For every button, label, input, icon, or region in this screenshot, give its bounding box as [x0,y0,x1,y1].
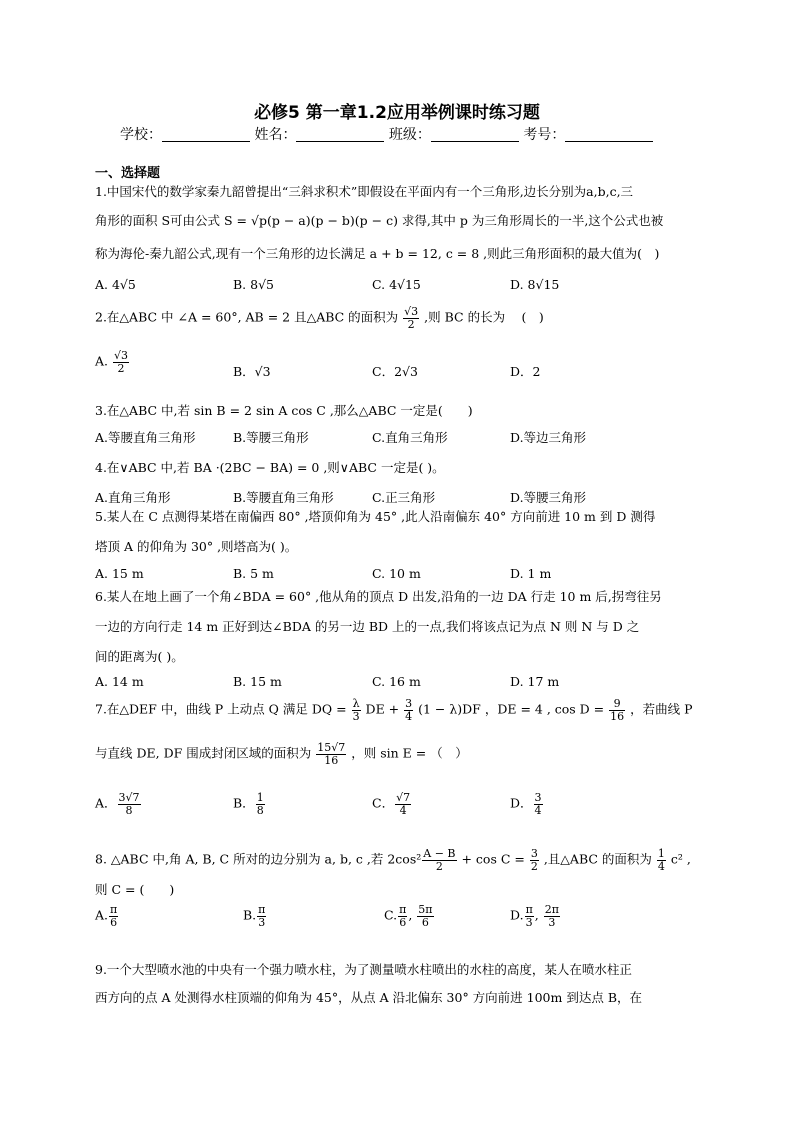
fraction-denominator: 4 [399,803,407,817]
fraction-numerator: 15√7 [317,741,346,754]
option-label: C. [384,907,398,923]
option-fraction [525,904,534,928]
fraction-numerator: A − B [423,847,456,860]
fraction-denominator: 2 [435,859,443,873]
q8-fraction-1 [422,848,456,872]
option-fraction [534,792,543,816]
option-fraction [118,792,141,816]
q7-option-c [372,792,412,816]
q7-fraction-1 [352,698,361,722]
fraction-denominator: 8 [256,803,264,817]
q8-text-1: 8. △ABC 中,角 A, B, C 所对的边分别为 a, b, c ,若 [95,851,384,867]
option-label: A. [95,353,109,369]
q8-option-a [95,904,119,928]
q2-option-a-fraction [113,350,129,374]
q3-option-c: C.直角三角形 [372,430,448,445]
option-label: A． [95,795,117,811]
q7-line-1 [95,698,693,722]
q2-option-b: B．√3 [233,364,271,379]
q4-line: 4.在∨ABC 中,若 BA ·(2BC − BA) = 0 ,则∨ABC 一定是( )。 [95,460,445,475]
q8-line-1 [95,848,691,872]
option-label: D． [510,795,533,811]
option-fraction [398,904,407,928]
fraction-numerator: π [258,903,266,916]
q5-option-a: A. 15 m [95,566,144,581]
q8-text-3: c² , [670,851,691,867]
q6-option-c: C. 16 m [372,674,421,689]
q1-line-1: 1.中国宋代的数学家秦九韶曾提出“三斜求积术”即假设在平面内有一个三角形,边长分别为a,b,c,三 [95,184,634,199]
option-fraction [257,904,266,928]
q8-eq-part-1: 2cos² [387,851,422,867]
fraction-denominator: 3 [525,915,533,929]
q1-line-3: 称为海伦-秦九韶公式,现有一个三角形的边长满足 a + b = 12, c = 8 ,则此三角形面积的最大值为( ) [95,246,660,261]
q1-option-c: C. 4√15 [372,277,421,292]
fraction-numerator: 9 [609,698,625,711]
q6-line-1: 6.某人在地上画了一个角∠BDA = 60° ,他从角的顶点 D 出发,沿角的一边 DA 行走 10 m 后,拐弯往另 [95,589,662,604]
q8-option-b [243,904,267,928]
fraction-numerator: π [399,903,407,916]
school-label: 学校： [120,127,162,143]
q4-option-c: C.正三角形 [372,490,436,505]
q1-line-2: 角形的面积 S可由公式 S = √p(p − a)(p − b)(p − c) 求得,其中 p 为三角形周长的一半,这个公式也被 [95,213,664,228]
q7-option-a [95,792,142,816]
fraction-numerator: 1 [657,847,665,860]
fraction-denominator: 2 [407,317,415,331]
school-field[interactable] [162,127,250,142]
fraction-denominator: 4 [657,859,665,873]
q7-line-2 [95,742,468,766]
name-label: 姓名： [254,127,297,143]
fraction-numerator: λ [352,697,360,710]
q5-option-b: B. 5 m [233,566,274,581]
class-label: 班级： [388,127,431,143]
q6-line-2: 一边的方向行走 14 m 正好到达∠BDA 的另一边 BD 上的一点,我们将该点记为点 N 则 N 与 D 之 [95,619,640,634]
fraction-numerator: 5π [418,903,433,916]
fraction-numerator: π [525,903,533,916]
q1-option-a: A. 4√5 [95,277,136,292]
q7-text-6: ，则 sin E = （ ） [351,745,468,761]
fraction-denominator: 6 [110,915,118,929]
q2-text-pre: 2.在△ABC 中 ∠A = 60°, AB = 2 且△ABC 的面积为 [95,309,399,325]
q7-option-d [510,792,544,816]
q5-option-c: C. 10 m [372,566,421,581]
number-field[interactable] [565,127,653,142]
option-fraction [256,792,265,816]
q2-fraction [403,306,419,330]
option-label: B． [233,795,255,811]
q6-line-3: 间的距离为( )。 [95,649,184,664]
q2-line [95,306,544,330]
q7-text-2: DE + [365,701,400,717]
option-fraction [109,904,118,928]
q8-text-2: ,且△ABC 的面积为 [543,851,652,867]
q1-option-d: D. 8√15 [510,277,560,292]
page-title: 必修5 第一章1.2应用举例课时练习题 [254,103,540,123]
q1-option-b: B. 8√5 [233,277,275,292]
q8-fraction-3 [657,848,666,872]
q2-option-a [95,350,130,374]
option-label: B. [243,907,257,923]
q9-line-2: 西方向的点 A 处测得水柱顶端的仰角为 45°，从点 A 沿北偏东 30° 方向前进 100m 到达点 B，在 [95,990,642,1005]
q8-line-2: 则 C = ( ) [95,882,175,897]
q8-option-d: D. $\frac{\pi}{3}$ , $\frac{2\pi}{3}$ [510,903,559,929]
fraction-denominator: 3 [258,915,266,929]
q7-text-3: (1 − λ)DF ，DE = 4 , cos D = [418,701,605,717]
q3-option-d: D.等边三角形 [510,430,587,445]
q6-option-a: A. 14 m [95,674,144,689]
fraction-denominator: 4 [534,803,542,817]
section-heading: 一、选择题 [95,166,161,181]
q3-line: 3.在△ABC 中,若 sin B = 2 sin A cos C ,那么△ABC 一定是( ) [95,403,473,418]
class-field[interactable] [431,127,519,142]
q7-fraction-4 [316,742,346,766]
q8-option-c: C. $\frac{\pi}{6}$ , $\frac{5\pi}{6}$ [384,903,433,929]
fraction-numerator: 2π [544,903,559,916]
fraction-denominator: 3 [352,709,360,723]
fraction-numerator: 3 [405,697,413,710]
q8-fraction-2 [530,848,539,872]
q6-option-d: D. 17 m [510,674,560,689]
fraction-denominator: 3 [548,915,556,929]
q2-option-d: D．2 [510,364,541,379]
q7-text-1: 7.在△DEF 中，曲线 P 上动点 Q 满足 DQ = [95,701,347,717]
q5-line-2: 塔顶 A 的仰角为 30° ,则塔高为( )。 [95,539,298,554]
q7-option-b [233,792,266,816]
option-label: C． [372,795,395,811]
q2-text-post: ,则 BC 的长为 ( ) [424,309,544,325]
fraction-denominator: 2 [117,361,125,375]
option-label: A. [95,907,109,923]
q2-option-c: C．2√3 [372,364,418,379]
q7-text-4: ，若曲线 P [630,701,693,717]
fraction-denominator: 6 [399,915,407,929]
q8-eq-part-2: + cos C = [461,851,525,867]
number-label: 考号： [523,127,566,143]
fraction-denominator: 4 [405,709,413,723]
q4-option-a: A.直角三角形 [95,490,171,505]
fraction-numerator: π [110,903,118,916]
fraction-numerator: √7 [396,791,411,804]
student-info-row [120,124,653,144]
fraction-denominator: 16 [610,709,625,723]
q3-option-b: B.等腰三角形 [233,430,309,445]
fraction-denominator: 8 [125,803,133,817]
fraction-denominator: 6 [421,915,429,929]
fraction-numerator: 1 [256,791,264,804]
option-fraction [395,792,411,816]
fraction-numerator: √3 [114,349,129,362]
option-label: D. [510,907,524,923]
fraction-denominator: 2 [530,859,538,873]
option-fraction [544,904,560,928]
fraction-numerator: √3 [404,305,419,318]
option-fraction [417,904,433,928]
fraction-numerator: 3 [530,847,538,860]
q4-option-d: D.等腰三角形 [510,490,587,505]
fraction-numerator: 3√7 [118,791,140,804]
fraction-numerator: 3 [534,791,542,804]
q7-fraction-2 [404,698,413,722]
q6-option-b: B. 15 m [233,674,282,689]
q7-fraction-3 [609,698,625,722]
name-field[interactable] [296,127,384,142]
q3-option-a: A.等腰直角三角形 [95,430,196,445]
fraction-denominator: 16 [324,753,339,767]
q9-line-1: 9.一个大型喷水池的中央有一个强力喷水柱，为了测量喷水柱喷出的水柱的高度，某人在喷水柱正 [95,962,632,977]
q7-text-5: 与直线 DE, DF 围成封闭区域的面积为 [95,745,312,761]
q4-option-b: B.等腰直角三角形 [233,490,334,505]
q5-option-d: D. 1 m [510,566,552,581]
q5-line-1: 5.某人在 C 点测得某塔在南偏西 80° ,塔顶仰角为 45° ,此人沿南偏东 40° 方向前进 10 m 到 D 测得 [95,509,656,524]
